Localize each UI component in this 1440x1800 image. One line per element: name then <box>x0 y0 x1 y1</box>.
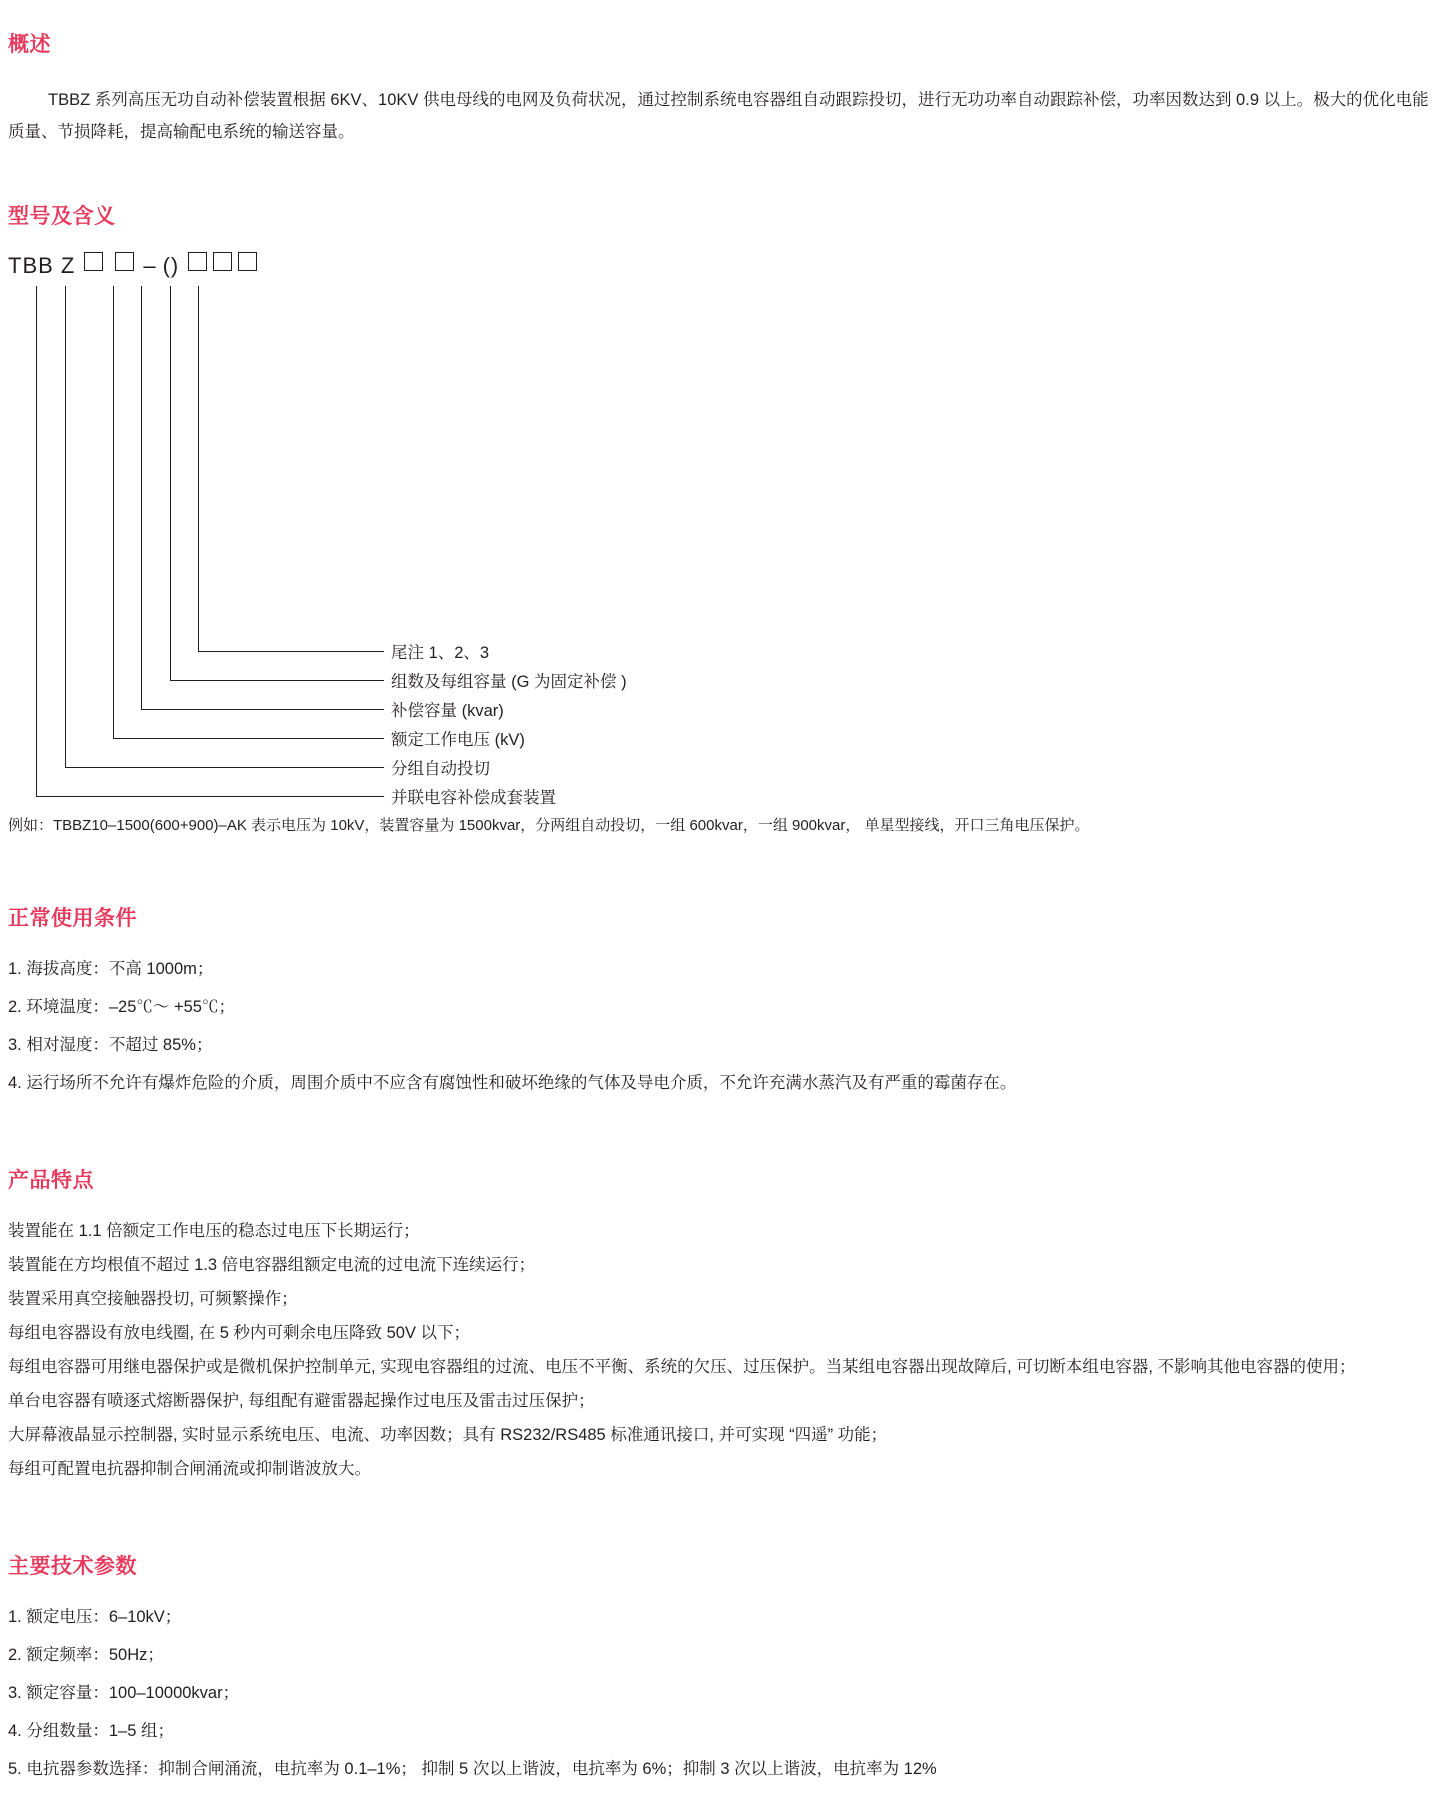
param-item: 4. 分组数量：1–5 组； <box>8 1722 174 1740</box>
section-overview <box>8 28 1432 148</box>
condition-item: 2. 环境温度：–25℃～ +55℃； <box>8 998 235 1016</box>
document-content <box>8 20 1432 1788</box>
model-code-row: TBB Z – () <box>8 252 260 279</box>
model-code-box-4 <box>213 252 232 271</box>
section-title-overview: 概述 <box>8 33 51 56</box>
model-example-text: 例如：TBBZ10–1500(600+900)–AK 表示电压为 10kV，装置容量为 1500kvar，分两组自动投切，一组 600kvar，一组 900kvar， 单星型接线，开口三角电压保护。 <box>8 817 1090 834</box>
param-item: 3. 额定容量：100–10000kvar； <box>8 1684 240 1702</box>
section-model <box>8 200 1432 840</box>
feature-item: 装置采用真空接触器投切, 可频繁操作； <box>8 1290 298 1308</box>
section-title-conditions: 正常使用条件 <box>8 907 137 930</box>
feature-item: 每组电容器设有放电线圈, 在 5 秒内可剩余电压降致 50V 以下； <box>8 1324 471 1342</box>
feature-item: 装置能在 1.1 倍额定工作电压的稳态过电压下长期运行； <box>8 1222 420 1240</box>
feature-item: 大屏幕液晶显示控制器, 实时显示系统电压、电流、功率因数；具有 RS232/RS485 标准通讯接口, 并可实现 “四遥” 功能； <box>8 1426 888 1444</box>
model-code-box-3 <box>188 252 207 271</box>
overview-body <box>8 84 1432 148</box>
model-code-box-1 <box>84 252 103 271</box>
condition-item: 4. 运行场所不允许有爆炸危险的介质，周围介质中不应含有腐蚀性和破坏绝缘的气体及导电介质，不允许充满水蒸汽及有严重的霉菌存在。 <box>8 1074 1017 1092</box>
leader-label-1: 尾注 1、2、3 <box>391 644 490 662</box>
params-body <box>8 1598 1432 1788</box>
leader-line-6 <box>36 286 384 797</box>
leader-label-2: 组数及每组容量 (G 为固定补偿 ) <box>391 673 627 691</box>
section-conditions <box>8 902 1432 1102</box>
section-title-model: 型号及含义 <box>8 205 116 228</box>
model-code-box-2 <box>115 252 134 271</box>
leader-label-4: 额定工作电压 (kV) <box>391 731 525 749</box>
param-item: 5. 电抗器参数选择：抑制合闸涌流，电抗率为 0.1–1%； 抑制 5 次以上谐波，电抗率为 6%；抑制 3 次以上谐波，电抗率为 12% <box>8 1760 937 1778</box>
section-params <box>8 1550 1432 1788</box>
condition-item: 3. 相对湿度：不超过 85%； <box>8 1036 213 1054</box>
leader-label-6: 并联电容补偿成套装置 <box>391 789 556 807</box>
feature-item: 每组电容器可用继电器保护或是微机保护控制单元, 实现电容器组的过流、电压不平衡、系统的欠压、过压保护。当某组电容器出现故障后, 可切断本组电容器, 不影响其他电容器的使用； <box>8 1358 1356 1376</box>
conditions-body <box>8 950 1432 1102</box>
section-title-params: 主要技术参数 <box>8 1555 137 1578</box>
model-body <box>8 252 1432 840</box>
feature-item: 每组可配置电抗器抑制合闸涌流或抑制谐波放大。 <box>8 1460 371 1478</box>
features-body <box>8 1214 1432 1486</box>
overview-paragraph: TBBZ 系列高压无功自动补偿装置根据 6KV、10KV 供电母线的电网及负荷状况，通过控制系统电容器组自动跟踪投切，进行无功功率自动跟踪补偿，功率因数达到 0.9 以上。极大的优化电能质量、节损降耗，提高输配电系统的输送容量。 <box>8 91 1429 141</box>
model-code-box-5 <box>238 252 257 271</box>
model-code-diagram <box>8 252 1432 807</box>
model-code-prefix: TBB Z <box>8 253 76 278</box>
feature-item: 装置能在方均根值不超过 1.3 倍电容器组额定电流的过电流下连续运行； <box>8 1256 536 1274</box>
section-features <box>8 1164 1432 1486</box>
leader-label-5: 分组自动投切 <box>391 760 490 778</box>
section-title-features: 产品特点 <box>8 1169 94 1192</box>
leader-label-3: 补偿容量 (kvar) <box>391 702 504 720</box>
condition-item: 1. 海拔高度：不高 1000m； <box>8 960 214 978</box>
feature-item: 单台电容器有喷逐式熔断器保护, 每组配有避雷器起操作过电压及雷击过压保护； <box>8 1392 595 1410</box>
param-item: 1. 额定电压：6–10kV； <box>8 1608 182 1626</box>
param-item: 2. 额定频率：50Hz； <box>8 1646 164 1664</box>
